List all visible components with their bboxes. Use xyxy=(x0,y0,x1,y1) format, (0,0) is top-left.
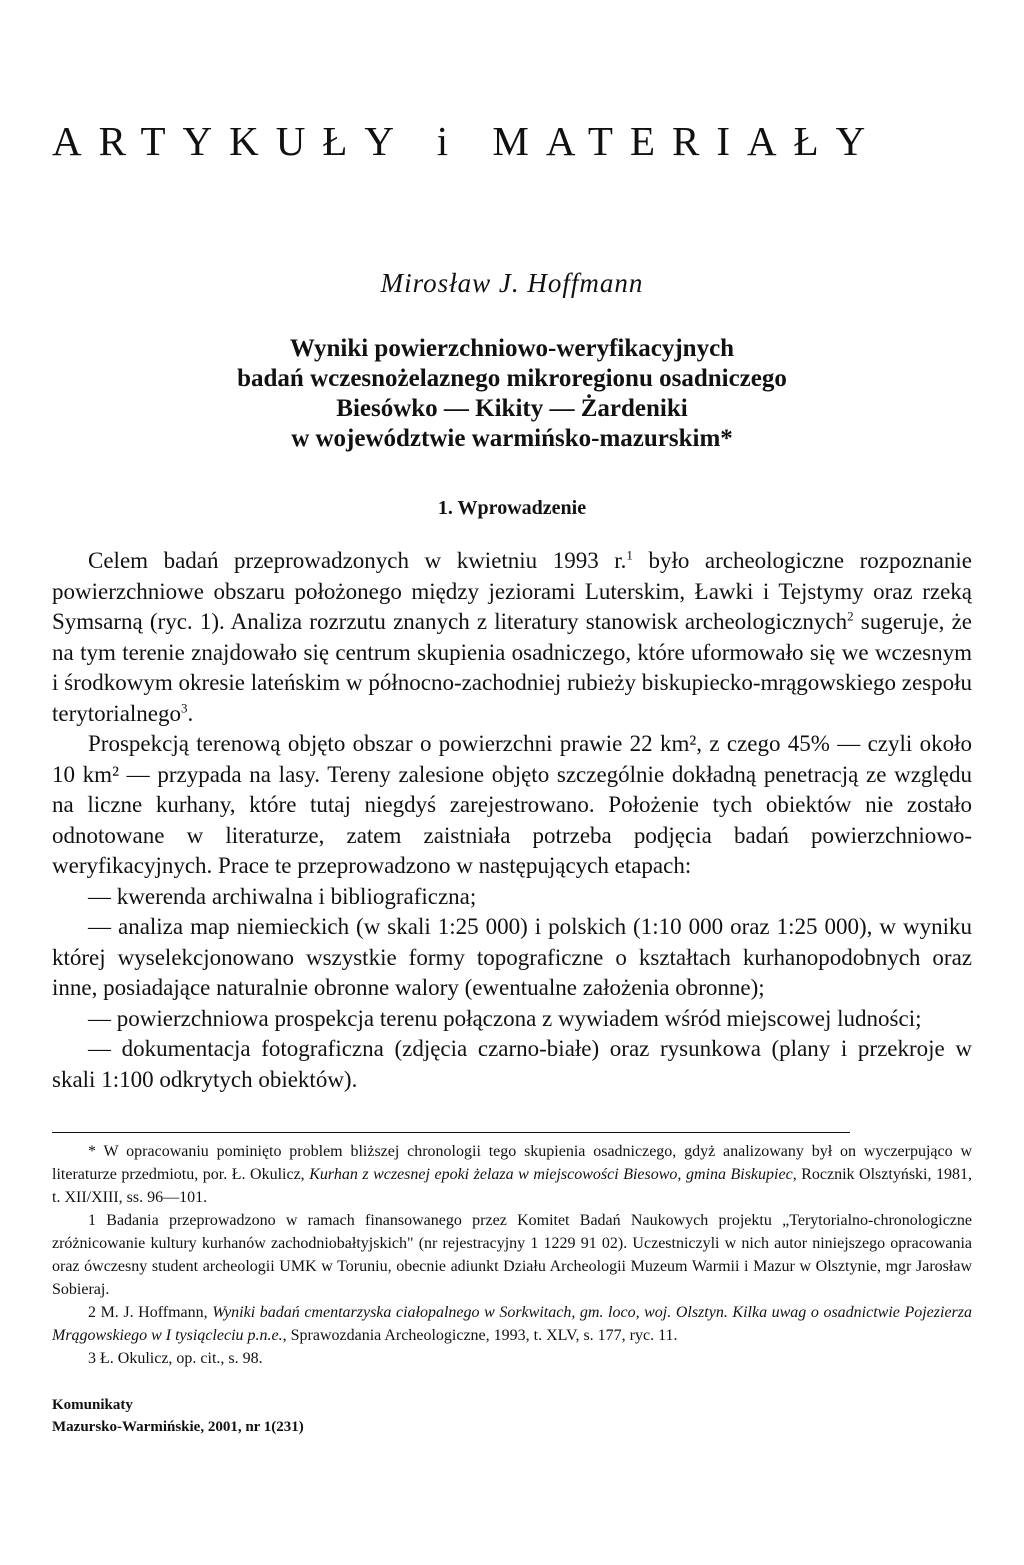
journal-name: Komunikaty xyxy=(52,1397,133,1413)
footnote-text: * W opracowaniu pominięto problem bliższej chronologii tego skupienia osadniczego, gdyż analizowany był on wyczerpująco w literaturze przedmiotu, por. Ł. Okulicz, xyxy=(52,1143,972,1183)
footnotes xyxy=(52,1140,972,1370)
footnote-3: 3 Ł. Okulicz, op. cit., s. 98. xyxy=(88,1350,263,1367)
cited-title: Kurhan z wczesnej epoki żelaza w miejscowości Biesowo, gmina Biskupiec xyxy=(309,1166,793,1183)
footnote-text: 2 M. J. Hoffmann, xyxy=(88,1304,213,1321)
body-paragraph xyxy=(52,546,972,729)
footnote-2 xyxy=(52,1301,972,1347)
footnote-star xyxy=(52,1140,972,1209)
section-heading-introduction: 1. Wprowadzenie xyxy=(437,497,587,519)
article-author: Mirosław J. Hoffmann xyxy=(380,268,644,298)
article-body xyxy=(52,546,972,1095)
cited-title: Wyniki badań cmentarzyska ciałopalnego w Sorkwitach, gm. loco, woj. Olsztyn. Kilka uwag o osadnictwie Pojezierza Mrągowskiego w I tysiącleciu p.n.e. xyxy=(52,1304,973,1344)
article-title-line: Wyniki powierzchniowo-weryfikacyjnych xyxy=(289,335,735,362)
list-item: — analiza map niemieckich (w skali 1:25 000) i polskich (1:10 000 oraz 1:25 000), w wyniku której wyselekcjonowano wszystkie formy topograficzne o kształtach kurhanopodobnych oraz inne, posiadające naturalnie obronne walory (ewentualne założenia obronne); xyxy=(52,914,972,1000)
article-title-line: badań wczesnożelaznego mikroregionu osadniczego xyxy=(237,365,787,392)
footnote-ref[interactable]: 2 xyxy=(847,608,854,624)
paragraph-text: było archeologiczne rozpoznanie powierzchniowe obszaru położonego między jeziorami Luterskim, Ławki i Tejstymy oraz rzeką Symsarną (ryc. 1). Analiza rozrzutu znanych z literatury stanowisk archeologicznych xyxy=(52,548,972,634)
article-title-line: w województwie warmińsko-mazurskim* xyxy=(291,425,733,452)
footnote-text: , Sprawozdania Archeologiczne, 1993, t. XLV, s. 177, ryc. 11. xyxy=(282,1327,678,1344)
list-item: — kwerenda archiwalna i bibliograficzna; xyxy=(88,883,477,909)
paragraph-text: sugeruje, że na tym terenie znajdowało się centrum skupienia osadniczego, które uformowało się we wczesnym i środkowym okresie lateńskim w północno-zachodniej rubieży biskupiecko-mrągowskiego zespołu terytorialnego xyxy=(52,609,972,726)
footnote-divider xyxy=(52,1132,850,1133)
body-paragraph: Prospekcją terenową objęto obszar o powierzchni prawie 22 km², z czego 45% — czyli około 10 km² — przypada na lasy. Tereny zalesione objęto szczególnie dokładną penetracją ze względu na liczne kurhany, które tutaj niegdyś zarejestrowano. Położenie tych obiektów nie zostało odnotowane w literaturze, zatem zaistniała potrzeba podjęcia badań powierzchniowo-weryfikacyjnych. Prace te przeprowadzono w następujących etapach: xyxy=(52,731,972,878)
journal-issue: Mazursko-Warmińskie, 2001, nr 1(231) xyxy=(52,1419,304,1435)
footnote-1: 1 Badania przeprowadzono w ramach finansowanego przez Komitet Badań Naukowych projektu „Terytorialno-chronologiczne zróżnicowanie kultury kurhanów zachodniobałtyjskich" (nr rejestracyjny 1 1229 91 02). Uczestniczyli w nich autor niniejszego opracowania oraz ówczesny student archeologii UMK w Toruniu, obecnie adiunkt Działu Archeologii Muzeum Warmii i Mazur w Olsztynie, mgr Jarosław Sobieraj. xyxy=(52,1212,972,1298)
footnote-ref[interactable]: 3 xyxy=(181,699,188,715)
article-title-line: Biesówko — Kikity — Żardeniki xyxy=(336,395,688,422)
section-title: ARTYKUŁY i MATERIAŁY xyxy=(52,118,883,164)
list-item: — powierzchniowa prospekcja terenu połączona z wywiadem wśród miejscowej ludności; xyxy=(88,1005,922,1031)
article-title xyxy=(0,334,1024,454)
journal-footer xyxy=(52,1394,652,1438)
footnote-text: , Rocznik Olsztyński, 1981, t. XII/XIII, ss. 96—101. xyxy=(52,1166,973,1206)
paragraph-text: . xyxy=(187,700,194,726)
footnote-ref[interactable]: 1 xyxy=(626,547,633,563)
paragraph-text: Celem badań przeprowadzonych w kwietniu 1993 r. xyxy=(88,548,627,573)
list-item: — dokumentacja fotograficzna (zdjęcia czarno-białe) oraz rysunkowa (plany i przekroje w skali 1:100 odkrytych obiektów). xyxy=(52,1036,972,1092)
